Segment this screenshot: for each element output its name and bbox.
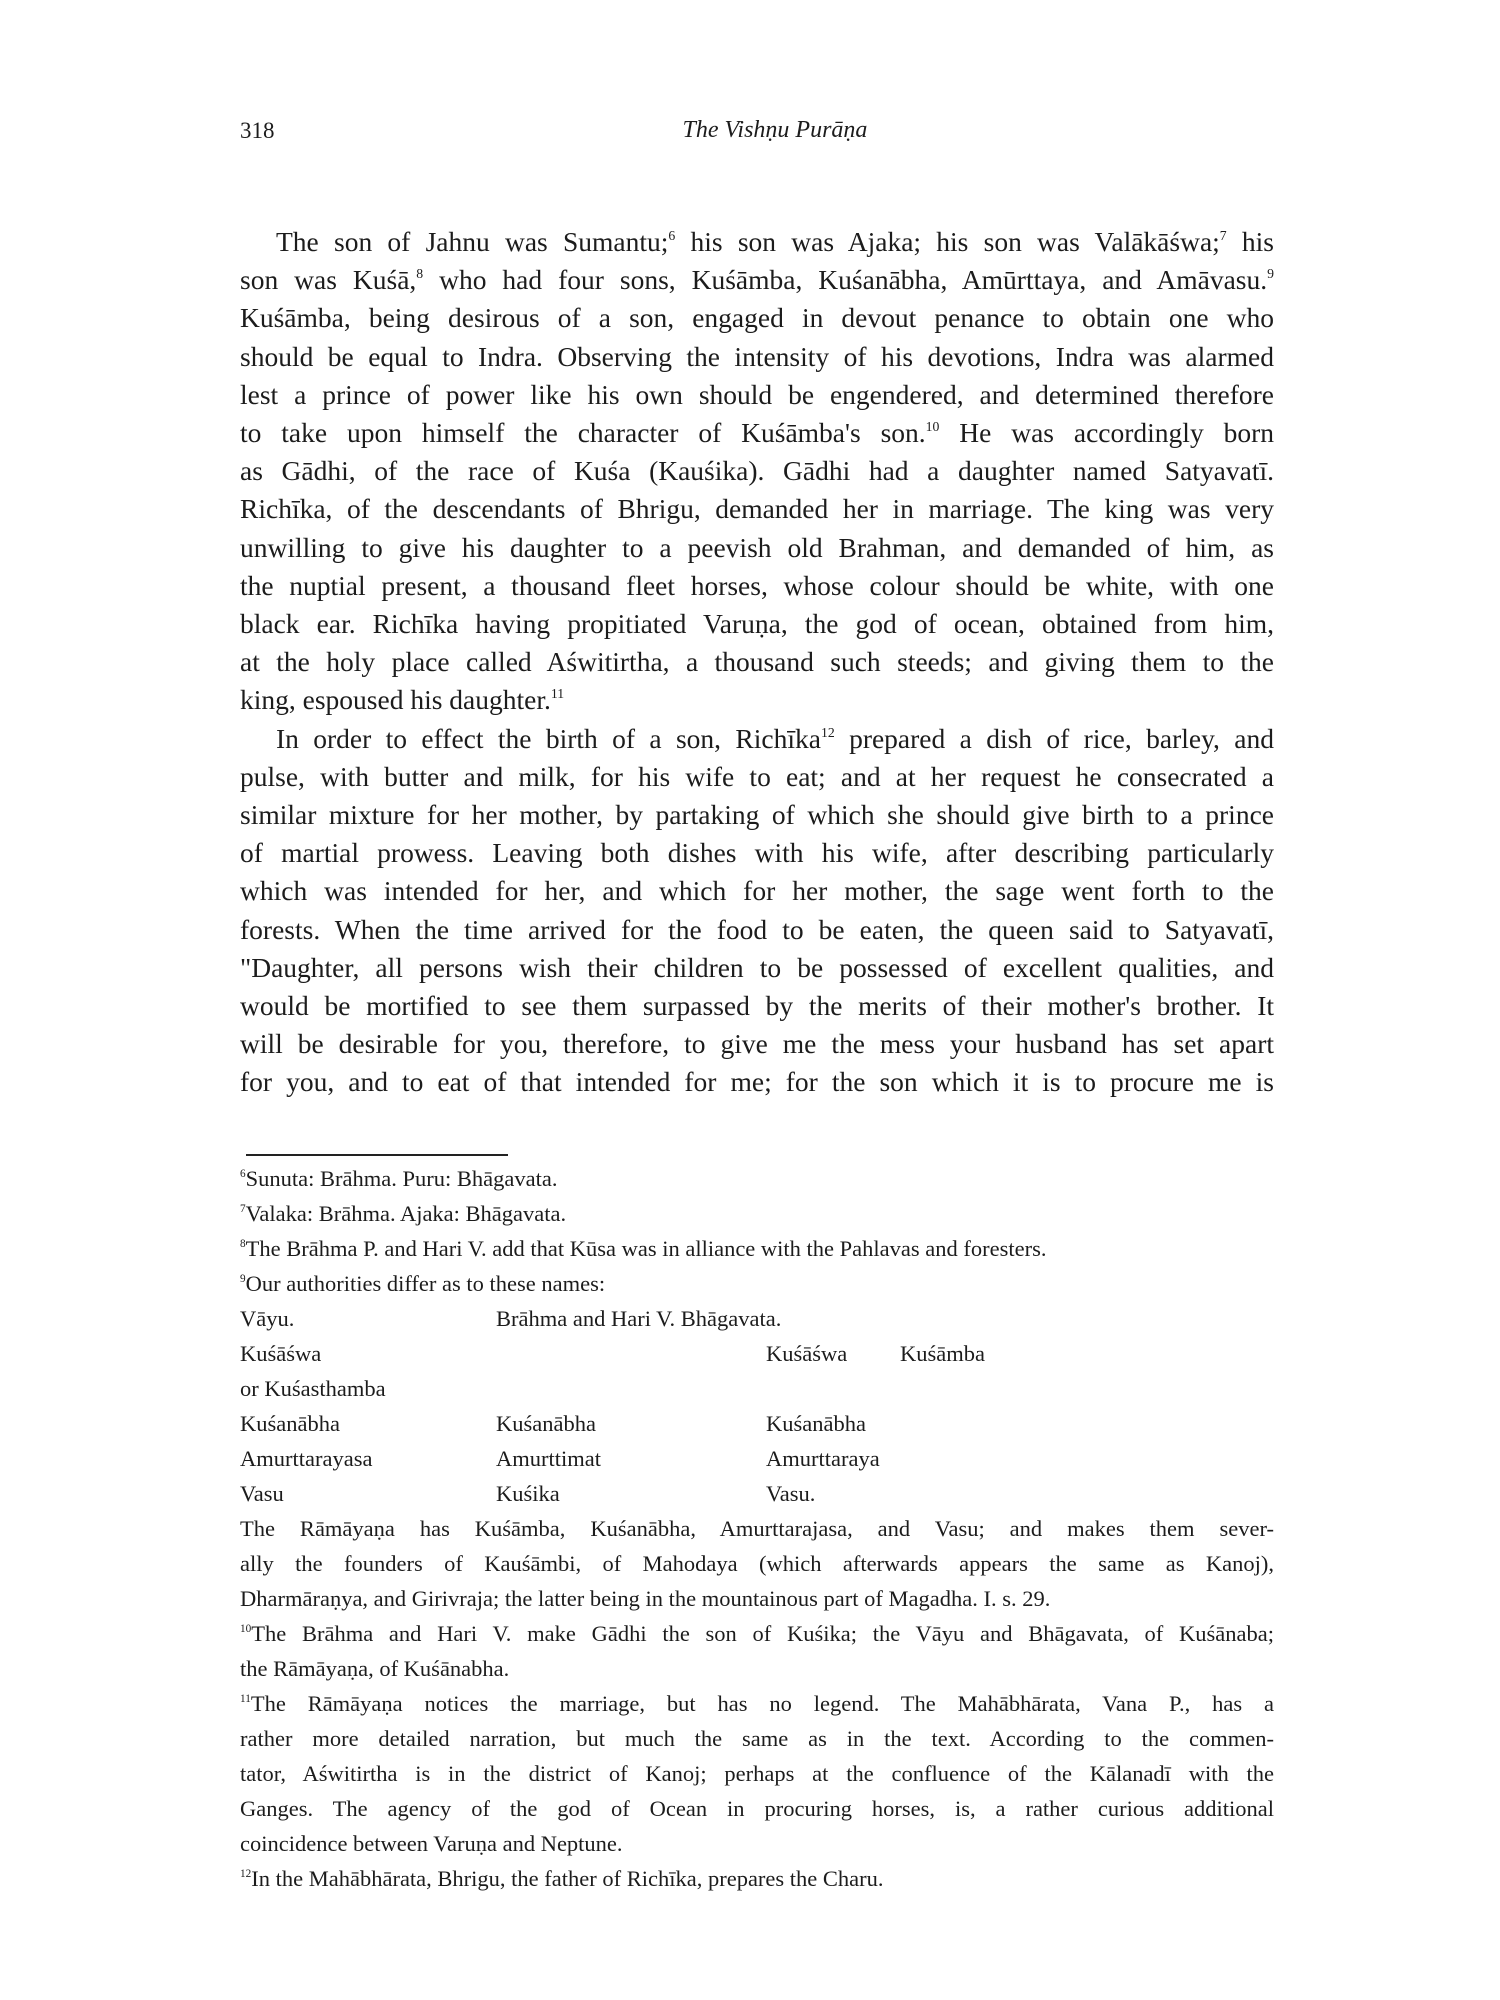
footnote-marker: 8 bbox=[416, 266, 424, 282]
footnote-marker: 9 bbox=[240, 1273, 246, 1285]
table-cell: Brāhma and Hari V. Bhāgavata. bbox=[496, 1306, 782, 1331]
text-run: king, espoused his daughter. bbox=[240, 684, 551, 716]
text-run: lest a prince of power like his own should be engendered, and determined therefore bbox=[240, 378, 1274, 410]
footnote-marker: 9 bbox=[1267, 266, 1274, 282]
footnote-marker: 7 bbox=[240, 1203, 246, 1215]
body-line bbox=[240, 758, 1274, 796]
body-line bbox=[240, 605, 1274, 643]
table-cell: Kuśanābha bbox=[240, 1411, 340, 1436]
body-line bbox=[240, 414, 1274, 452]
body-line bbox=[240, 567, 1274, 605]
footnote-line bbox=[240, 1161, 1274, 1196]
footnote-line bbox=[240, 1616, 1274, 1651]
footnote-marker: 10 bbox=[240, 1623, 252, 1635]
footnote-line bbox=[240, 1266, 1274, 1301]
table-cell: or Kuśasthamba bbox=[240, 1376, 386, 1401]
body-line bbox=[240, 338, 1274, 376]
body-line bbox=[240, 299, 1274, 337]
table-cell: Kuśanābha bbox=[496, 1411, 596, 1436]
body-line bbox=[276, 720, 1274, 758]
footnote-marker: 12 bbox=[240, 1868, 252, 1880]
text-run: of martial prowess. Leaving both dishes with his wife, after describing particularly bbox=[240, 837, 1274, 869]
footnote-line bbox=[240, 1826, 1274, 1861]
text-run: rather more detailed narration, but much the same as in the text. According to the commen- bbox=[240, 1726, 1274, 1751]
text-run: to take upon himself the character of Kuśāmba's son. bbox=[240, 417, 926, 448]
body-line bbox=[240, 261, 1274, 299]
text-run: his son was Ajaka; his son was Valākāśwa; bbox=[675, 226, 1220, 257]
body-line bbox=[240, 796, 1274, 834]
text-run: The Rāmāyaṇa notices the marriage, but has no legend. The Mahābhārata, Vana P., has a bbox=[250, 1691, 1274, 1716]
text-run: his bbox=[1226, 226, 1274, 257]
footnote-line bbox=[240, 1756, 1274, 1791]
table-cell: Kuśāśwa bbox=[240, 1341, 322, 1366]
text-run: as Gādhi, of the race of Kuśa (Kauśika). Gādhi had a daughter named Satyavatī. bbox=[240, 455, 1274, 487]
footnote-marker: 11 bbox=[550, 686, 565, 702]
text-run: Our authorities differ as to these names: bbox=[245, 1271, 606, 1296]
table-cell: Kuśanābha bbox=[766, 1411, 866, 1436]
text-run: ally the founders of Kauśāmbi, of Mahodaya (which afterwards appears the same as Kanoj), bbox=[240, 1551, 1274, 1576]
text-run: In order to effect the birth of a son, Richīka bbox=[276, 722, 821, 754]
text-run: The Rāmāyaṇa has Kuśāmba, Kuśanābha, Amurttarajasa, and Vasu; and makes them sever- bbox=[240, 1516, 1274, 1541]
text-run: Sunuta: Brāhma. Puru: Bhāgavata. bbox=[245, 1166, 558, 1191]
body-line bbox=[240, 987, 1274, 1025]
table-cell: Kuśika bbox=[496, 1481, 560, 1506]
text-run: Richīka, of the descendants of Bhrigu, demanded her in marriage. The king was very bbox=[240, 493, 1274, 525]
footnote-line bbox=[240, 1791, 1274, 1826]
text-run: coincidence between Varuṇa and Neptune. bbox=[240, 1831, 623, 1856]
body-line bbox=[240, 376, 1274, 414]
footnote-divider bbox=[246, 1154, 508, 1156]
body-line bbox=[240, 872, 1274, 910]
footnote-line bbox=[240, 1546, 1274, 1581]
text-run: would be mortified to see them surpassed by the merits of their mother's brother. It bbox=[240, 990, 1274, 1021]
table-cell: Vāyu. bbox=[240, 1306, 295, 1331]
text-run: The Brāhma and Hari V. make Gādhi the son of Kuśika; the Vāyu and Bhāgavata, of Kuśānaba; bbox=[251, 1621, 1274, 1646]
footnote-marker: 6 bbox=[240, 1168, 246, 1180]
text-run: In the Mahābhārata, Bhrigu, the father of Richīka, prepares the Charu. bbox=[251, 1866, 884, 1891]
body-line bbox=[240, 834, 1274, 872]
text-run: will be desirable for you, therefore, to give me the mess your husband has set apart bbox=[240, 1028, 1274, 1060]
body-line bbox=[240, 1025, 1274, 1063]
body-line bbox=[240, 1063, 1274, 1101]
text-run: the Rāmāyaṇa, of Kuśānabha. bbox=[240, 1656, 510, 1681]
body-line bbox=[240, 949, 1274, 987]
footnote-line bbox=[240, 1231, 1274, 1266]
footnote-line bbox=[240, 1511, 1274, 1546]
body-line bbox=[240, 452, 1274, 490]
text-run: which was intended for her, and which for her mother, the sage went forth to the bbox=[240, 875, 1274, 907]
text-run: at the holy place called Aświtirtha, a thousand such steeds; and giving them to the bbox=[240, 646, 1274, 678]
body-line bbox=[240, 911, 1274, 949]
body-line bbox=[240, 681, 1274, 719]
body-line bbox=[240, 643, 1274, 681]
footnote-marker: 7 bbox=[1219, 228, 1227, 243]
footnote-line bbox=[240, 1651, 1274, 1686]
table-cell: Vasu bbox=[240, 1481, 284, 1506]
text-run: "Daughter, all persons wish their children to be possessed of excellent qualities, and bbox=[240, 951, 1274, 983]
text-run: son was Kuśā, bbox=[240, 264, 417, 296]
text-run: prepared a dish of rice, barley, and bbox=[834, 722, 1274, 754]
footnote-line bbox=[240, 1861, 1274, 1896]
body-line bbox=[240, 529, 1274, 567]
body-line bbox=[240, 490, 1274, 528]
footnote-line bbox=[240, 1721, 1274, 1756]
table-cell: Vasu. bbox=[766, 1481, 816, 1506]
table-cell: Amurttaraya bbox=[766, 1446, 880, 1471]
running-title: The Vishṇu Purāṇa bbox=[682, 117, 868, 143]
footnote-line bbox=[240, 1686, 1274, 1721]
footnote-marker: 6 bbox=[668, 228, 676, 243]
footnote-marker: 8 bbox=[240, 1238, 246, 1250]
text-run: Ganges. The agency of the god of Ocean in procuring horses, is, a rather curious additional bbox=[240, 1796, 1274, 1821]
text-run: Valaka: Brāhma. Ajaka: Bhāgavata. bbox=[245, 1201, 567, 1226]
text-run: Dharmāraṇya, and Girivraja; the latter being in the mountainous part of Magadha. I. s. 29. bbox=[240, 1586, 1051, 1611]
text-run: for you, and to eat of that intended for me; for the son which it is to procure me is bbox=[240, 1066, 1274, 1098]
text-run: Kuśāmba, being desirous of a son, engaged in devout penance to obtain one who bbox=[240, 302, 1274, 334]
table-cell: Kuśāśwa bbox=[766, 1341, 848, 1366]
text-run: forests. When the time arrived for the food to be eaten, the queen said to Satyavatī, bbox=[240, 913, 1274, 945]
text-run: black ear. Richīka having propitiated Varuṇa, the god of ocean, obtained from him, bbox=[240, 608, 1274, 639]
footnote-marker: 10 bbox=[925, 419, 940, 434]
text-run: tator, Aświtirtha is in the district of Kanoj; perhaps at the confluence of the Kālanadī with the bbox=[240, 1761, 1274, 1786]
text-run: who had four sons, Kuśāmba, Kuśanābha, Amūrttaya, and Amāvasu. bbox=[423, 264, 1268, 296]
footnote-line bbox=[240, 1196, 1274, 1231]
footnote-line bbox=[240, 1581, 1274, 1616]
text-run: should be equal to Indra. Observing the intensity of his devotions, Indra was alarmed bbox=[240, 340, 1274, 372]
footnote-marker: 12 bbox=[820, 724, 835, 740]
table-cell: Amurttarayasa bbox=[240, 1446, 373, 1471]
text-run: He was accordingly born bbox=[939, 417, 1274, 448]
body-line bbox=[276, 223, 1274, 261]
text-run: pulse, with butter and milk, for his wife to eat; and at her request he consecrated a bbox=[240, 760, 1274, 792]
text-run: similar mixture for her mother, by partaking of which she should give birth to a prince bbox=[240, 799, 1274, 830]
text-run: unwilling to give his daughter to a peevish old Brahman, and demanded of him, as bbox=[240, 531, 1274, 563]
page-number: 318 bbox=[240, 118, 275, 143]
text-run: The son of Jahnu was Sumantu; bbox=[276, 226, 669, 257]
text-run: The Brāhma P. and Hari V. add that Kūsa was in alliance with the Pahlavas and foresters. bbox=[245, 1236, 1047, 1261]
table-cell: Amurttimat bbox=[496, 1446, 601, 1471]
footnote-marker: 11 bbox=[240, 1693, 251, 1705]
text-run: the nuptial present, a thousand fleet horses, whose colour should be white, with one bbox=[240, 569, 1274, 601]
table-cell: Kuśāmba bbox=[900, 1341, 985, 1366]
